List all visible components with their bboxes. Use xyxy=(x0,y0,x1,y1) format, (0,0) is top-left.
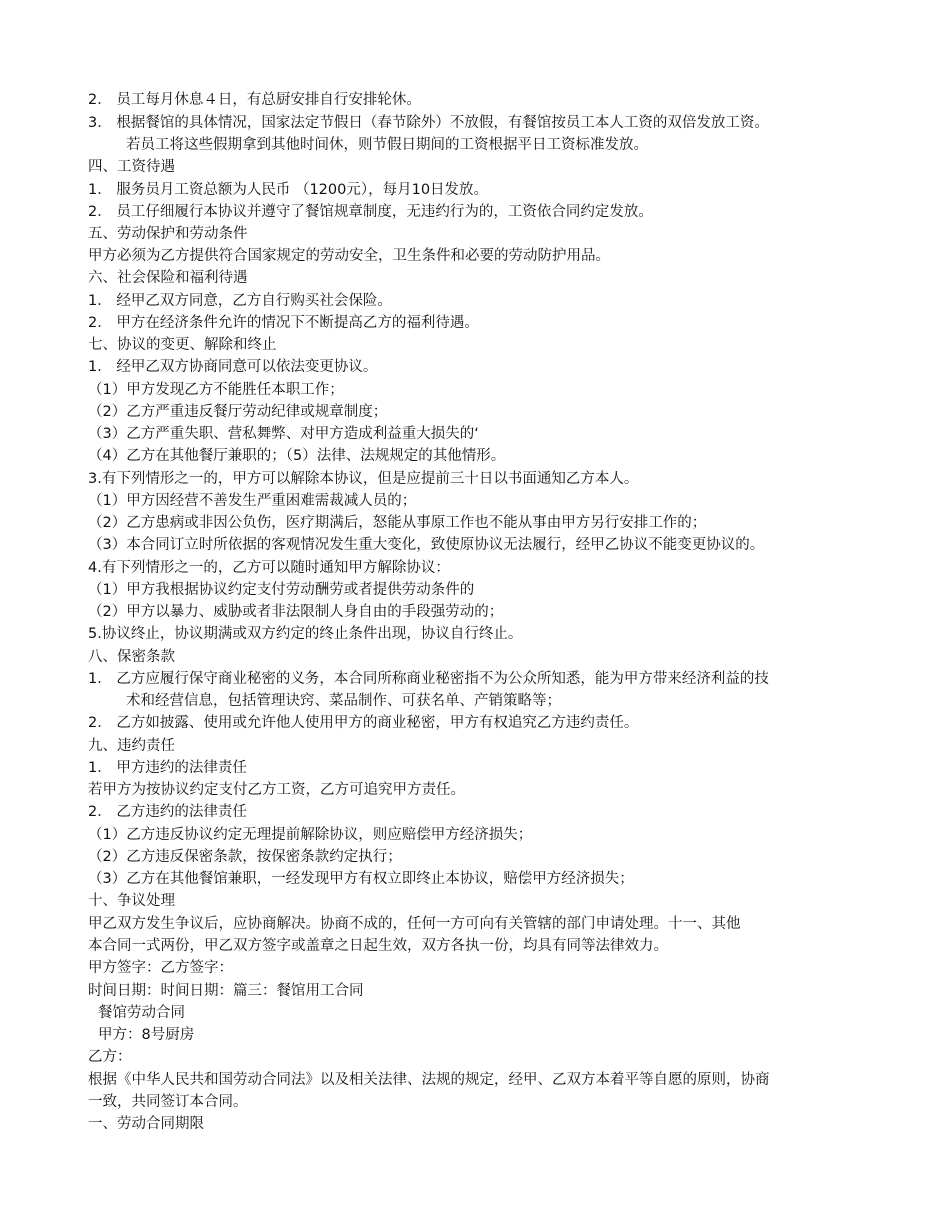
text-line: 3． 根据餐馆的具体情况，国家法定节假日（春节除外）不放假，有餐馆按员工本人工资的双倍发放工资。 xyxy=(88,115,769,131)
text-line: 2． 员工每月休息４日，有总厨安排自行安排轮休。 xyxy=(88,92,421,108)
text-line: （1）乙方违反协议约定无理提前解除协议，则应赔偿甲方经济损失； xyxy=(88,827,533,843)
text-line: 根据《中华人民共和国劳动合同法》以及相关法律、法规的规定，经甲、乙双方本着平等自愿的原则，协商 xyxy=(88,1072,770,1088)
section-heading: 十、争议处理 xyxy=(88,893,175,909)
text-line: 5.协议终止，协议期满或双方约定的终止条件出现，协议自行终止。 xyxy=(88,626,523,642)
text-line: 1． 服务员月工资总额为人民币 （1200元），每月10日发放。 xyxy=(88,182,489,198)
text-line: 乙方： xyxy=(88,1049,132,1065)
text-line: 术和经营信息，包括管理诀窍、菜品制作、可获名单、产销策略等； xyxy=(126,693,561,709)
text-line: （3）乙方在其他餐馆兼职，一经发现甲方有权立即终止本协议，赔偿甲方经济损失； xyxy=(88,871,634,887)
text-line: 1． 甲方违约的法律责任 xyxy=(88,760,247,776)
text-line: （3）乙方严重失职、营私舞弊、对甲方造成利益重大损失的‘ xyxy=(88,426,479,442)
text-line: 餐馆劳动合同 xyxy=(98,1005,185,1021)
text-line: （2）乙方严重违反餐厅劳动纪律或规章制度； xyxy=(88,404,388,420)
text-line: （1）甲方发现乙方不能胜任本职工作； xyxy=(88,382,344,398)
section-heading: 八、保密条款 xyxy=(88,649,175,665)
text-line: 1． 经甲乙双方协商同意可以依法变更协议。 xyxy=(88,359,378,375)
text-line: 1． 乙方应履行保守商业秘密的义务，本合同所称商业秘密指不为公众所知悉，能为甲方带来经济利益的技 xyxy=(88,671,769,687)
text-line: 3.有下列情形之一的，甲方可以解除本协议，但是应提前三十日以书面通知乙方本人。 xyxy=(88,471,639,487)
text-line: 时间日期：时间日期：篇三：餐馆用工合同 xyxy=(88,983,364,999)
text-line: （1）甲方我根据协议约定支付劳动酬劳或者提供劳动条件的 xyxy=(88,582,475,598)
text-line: 甲方签字：乙方签字： xyxy=(88,960,233,976)
section-heading: 四、工资待遇 xyxy=(88,159,175,175)
text-line: 2． 乙方如披露、使用或允许他人使用甲方的商业秘密，甲方有权追究乙方违约责任。 xyxy=(88,715,639,731)
section-heading: 五、劳动保护和劳动条件 xyxy=(88,226,248,242)
text-line: 2． 甲方在经济条件允许的情况下不断提高乙方的福利待遇。 xyxy=(88,315,479,331)
text-line: 4.有下列情形之一的，乙方可以随时通知甲方解除协议： xyxy=(88,560,450,576)
text-line: 一致，共同签订本合同。 xyxy=(88,1094,248,1110)
text-line: （2）乙方患病或非因公负伤，医疗期满后，怒能从事原工作也不能从事由甲方另行安排工作的； xyxy=(88,515,707,531)
text-line: 甲方：8号厨房 xyxy=(98,1027,195,1043)
section-heading: 七、协议的变更、解除和终止 xyxy=(88,337,277,353)
section-heading: 九、违约责任 xyxy=(88,738,175,754)
section-heading: 一、劳动合同期限 xyxy=(88,1116,204,1132)
text-line: 2． 员工仔细履行本协议并遵守了餐馆规章制度，无违约行为的，工资依合同约定发放。 xyxy=(88,204,653,220)
section-heading: 六、社会保险和福利待遇 xyxy=(88,270,248,286)
text-line: 甲方必须为乙方提供符合国家规定的劳动安全，卫生条件和必要的劳动防护用品。 xyxy=(88,248,610,264)
text-line: （3）本合同订立时所依据的客观情况发生重大变化，致使原协议无法履行，经甲乙协议不能变更协议的。 xyxy=(88,537,765,553)
text-line: 1． 经甲乙双方同意，乙方自行购买社会保险。 xyxy=(88,293,392,309)
text-line: 若员工将这些假期拿到其他时间休，则节假日期间的工资根据平日工资标准发放。 xyxy=(126,137,648,153)
text-line: （2）甲方以暴力、威胁或者非法限制人身自由的手段强劳动的； xyxy=(88,604,504,620)
text-line: （2）乙方违反保密条款，按保密条款约定执行； xyxy=(88,849,402,865)
text-line: 甲乙双方发生争议后，应协商解决。协商不成的，任何一方可向有关管辖的部门申请处理。十一、其他 xyxy=(88,916,741,932)
text-line: （1）甲方因经营不善发生严重困难需裁减人员的； xyxy=(88,493,417,509)
text-line: （4）乙方在其他餐厅兼职的；（5）法律、法规规定的其他情形。 xyxy=(88,448,506,464)
text-line: 本合同一式两份，甲乙双方签字或盖章之日起生效，双方各执一份，均具有同等法律效力。 xyxy=(88,938,668,954)
text-line: 若甲方为按协议约定支付乙方工资，乙方可追究甲方责任。 xyxy=(88,782,465,798)
text-line: 2． 乙方违约的法律责任 xyxy=(88,804,247,820)
